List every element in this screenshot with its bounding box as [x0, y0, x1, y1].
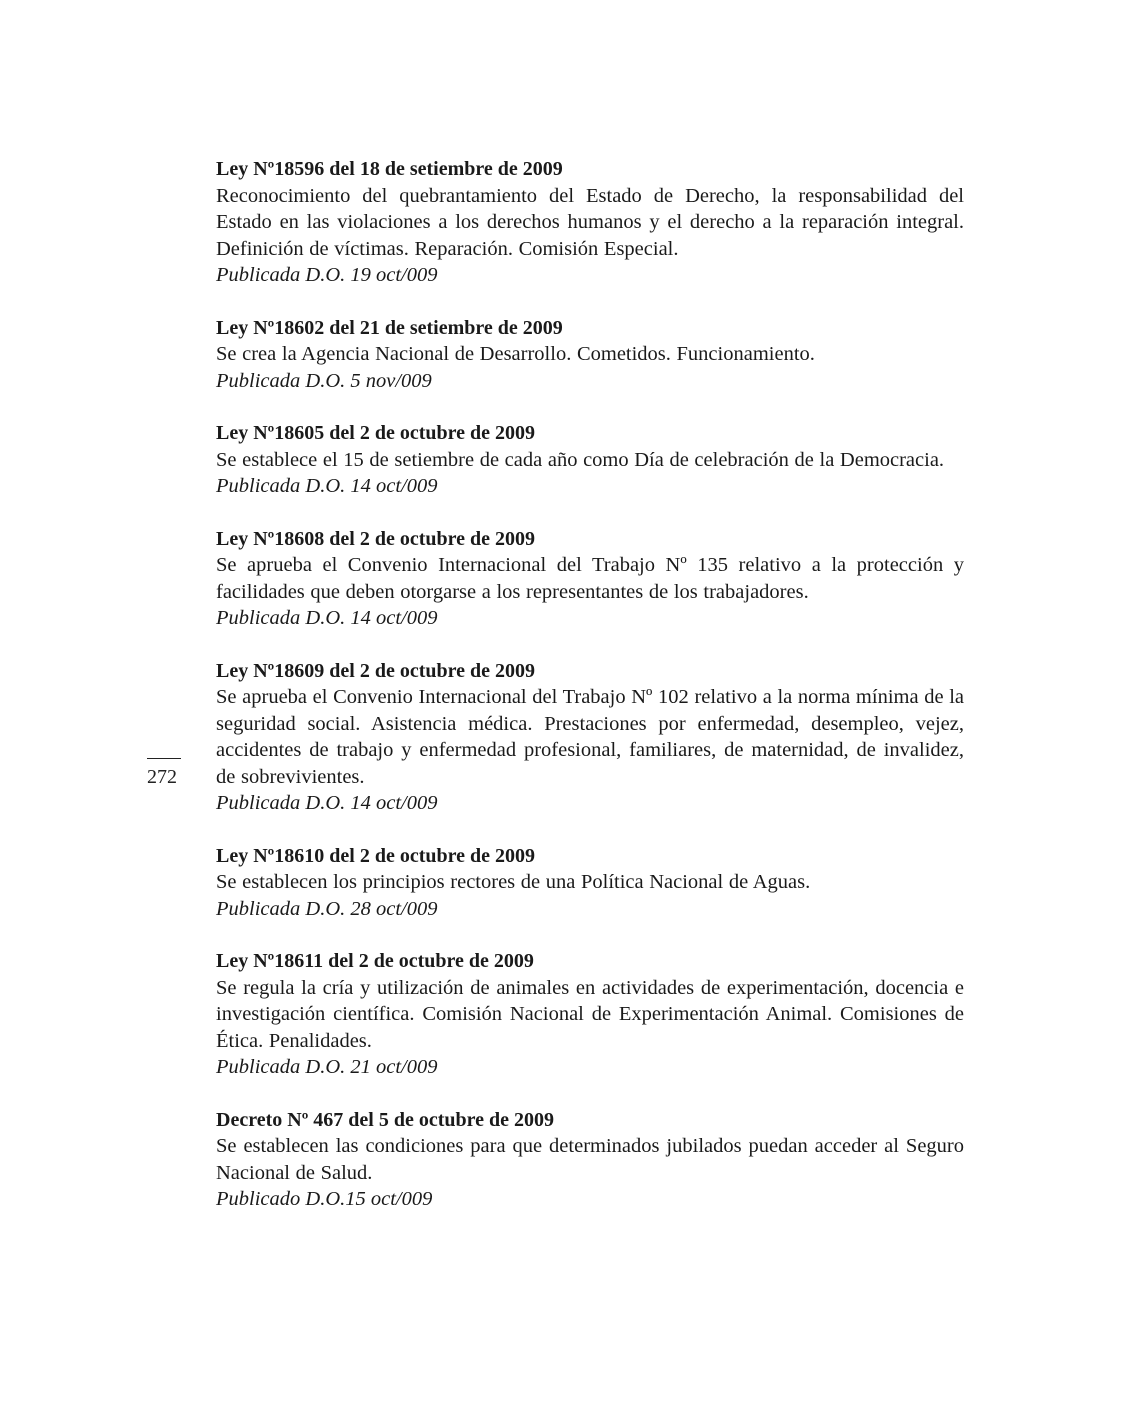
page-number-rule: [147, 758, 181, 759]
list-item: [216, 156, 964, 289]
entry-title: Ley Nº18602 del 21 de setiembre de 2009: [216, 316, 563, 339]
entry-title: Ley Nº18596 del 18 de setiembre de 2009: [216, 158, 563, 180]
entry-title: Ley Nº18605 del 2 de octubre de 2009: [216, 422, 535, 444]
entry-publication: Publicada D.O. 19 oct/009: [216, 264, 438, 286]
entry-title: Ley Nº18609 del 2 de octubre de 2009: [216, 659, 535, 682]
entry-description: Reconocimiento del quebrantamiento del Estado de Derecho, la responsabilidad del Estado en las violaciones a los derechos humanos y el derecho a la reparación integral. Definición de víctimas. Reparación. Comisión Especial.: [216, 184, 964, 260]
entry-description: Se aprueba el Convenio Internacional del Trabajo Nº 135 relativo a la protección y facilidades que deben otorgarse a los representantes de los trabajadores.: [216, 554, 964, 603]
entry-description: Se establecen las condiciones para que determinados jubilados puedan acceder al Seguro Nacional de Salud.: [216, 1135, 964, 1184]
entry-publication: Publicada D.O. 5 nov/009: [216, 369, 432, 392]
entry-publication: Publicada D.O. 14 oct/009: [216, 792, 438, 814]
list-item: [216, 658, 964, 817]
list-item: [216, 420, 964, 500]
entry-publication: Publicada D.O. 28 oct/009: [216, 897, 438, 920]
entry-title: Ley Nº18608 del 2 de octubre de 2009: [216, 527, 535, 550]
list-item: [216, 526, 964, 632]
entry-description: Se aprueba el Convenio Internacional del Trabajo Nº 102 relativo a la norma mínima de la seguridad social. Asistencia médica. Prestaciones por enfermedad, desempleo, vejez, accidentes de trabajo y enfermedad profesional, familiares, de maternidad, de invalidez, de sobrevivientes.: [216, 686, 964, 788]
page-number: 272: [147, 766, 177, 788]
entry-title: Ley Nº18610 del 2 de octubre de 2009: [216, 844, 535, 867]
entry-description: Se regula la cría y utilización de animales en actividades de experimentación, docencia e investigación científica. Comisión Nacional de Experimentación Animal. Comisiones de Ética. Penalidades.: [216, 976, 964, 1052]
list-item: [216, 843, 964, 923]
entry-publication: Publicada D.O. 14 oct/009: [216, 475, 438, 497]
list-item: [216, 948, 964, 1081]
entry-description: Se establecen los principios rectores de una Política Nacional de Aguas.: [216, 871, 811, 893]
entry-title: Decreto Nº 467 del 5 de octubre de 2009: [216, 1108, 555, 1131]
list-item: [216, 1107, 964, 1213]
entry-publication: Publicada D.O. 21 oct/009: [216, 1056, 438, 1078]
entry-description: Se crea la Agencia Nacional de Desarrollo. Cometidos. Funcionamiento.: [216, 343, 815, 365]
entry-publication: Publicado D.O.15 oct/009: [216, 1188, 433, 1210]
entry-description: Se establece el 15 de setiembre de cada año como Día de celebración de la Democracia.: [216, 448, 945, 471]
legislation-list: [216, 156, 964, 1239]
list-item: [216, 315, 964, 395]
entry-title: Ley Nº18611 del 2 de octubre de 2009: [216, 950, 534, 972]
entry-publication: Publicada D.O. 14 oct/009: [216, 607, 438, 629]
